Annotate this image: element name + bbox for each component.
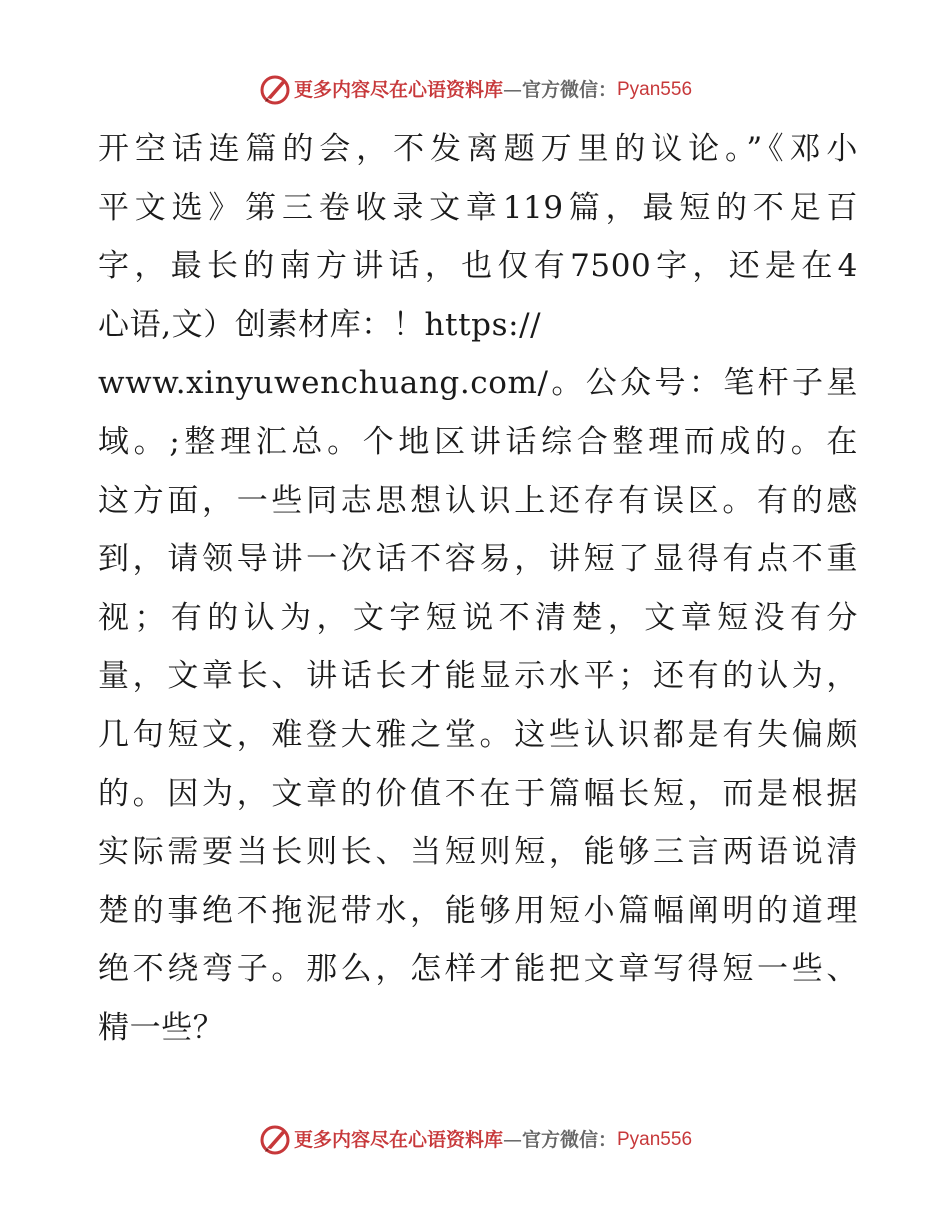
- body-line-15: 绝不绕弯子。那么，怎样才能把文章写得短一些、: [98, 951, 858, 988]
- footer-watermark-banner: [0, 1120, 950, 1160]
- body-line-8: 到，请领导讲一次话不容易，讲短了显得有点不重: [98, 541, 858, 578]
- body-line-7: 这方面，一些同志思想认识上还存有误区。有的感: [98, 482, 858, 519]
- banner-dash: —: [502, 79, 522, 101]
- body-line-16: 精一些？: [98, 1009, 225, 1046]
- body-line-10: 量，文章长、讲话长才能显示水平；还有的认为，: [98, 658, 858, 695]
- banner-site-text: 更多内容尽在心语资料库: [293, 1129, 503, 1151]
- body-line-2: 平文选》第三卷收录文章119篇，最短的不足百: [98, 189, 858, 226]
- banner-wechat-id: Pyan556: [617, 79, 693, 100]
- header-watermark-banner: [0, 70, 950, 110]
- body-line-1: 开空话连篇的会，不发离题万里的议论。”《邓小: [98, 131, 858, 167]
- body-line-14: 楚的事绝不拖泥带水，能够用短小篇幅阐明的道理: [98, 892, 858, 929]
- quill-circle-logo-icon: [258, 1123, 292, 1157]
- body-line-6: 域。;整理汇总。个地区讲话综合整理而成的。在: [98, 423, 858, 460]
- banner-wechat-id: Pyan556: [617, 1129, 693, 1150]
- body-line-12: 的。因为，文章的价值不在于篇幅长短，而是根据: [98, 775, 858, 812]
- document-body: [98, 120, 858, 1058]
- body-line-13: 实际需要当长则长、当短则短，能够三言两语说清: [98, 834, 858, 871]
- body-line-11: 几句短文，难登大雅之堂。这些认识都是有失偏颇: [98, 716, 858, 753]
- body-line-3: 字，最长的南方讲话，也仅有7500字，还是在4: [98, 248, 858, 285]
- banner-dash: —: [502, 1129, 522, 1151]
- quill-circle-logo-icon: [258, 73, 292, 107]
- banner-wechat-label: 官方微信：: [521, 79, 617, 101]
- body-line-5: www.xinyuwenchuang.com/。公众号：笔杆子星: [98, 365, 858, 402]
- body-line-4: 心语,文）创素材库：！https://: [98, 306, 542, 343]
- banner-wechat-label: 官方微信：: [521, 1129, 617, 1151]
- body-line-9: 视；有的认为，文字短说不清楚，文章短没有分: [98, 599, 858, 636]
- banner-site-text: 更多内容尽在心语资料库: [293, 79, 503, 101]
